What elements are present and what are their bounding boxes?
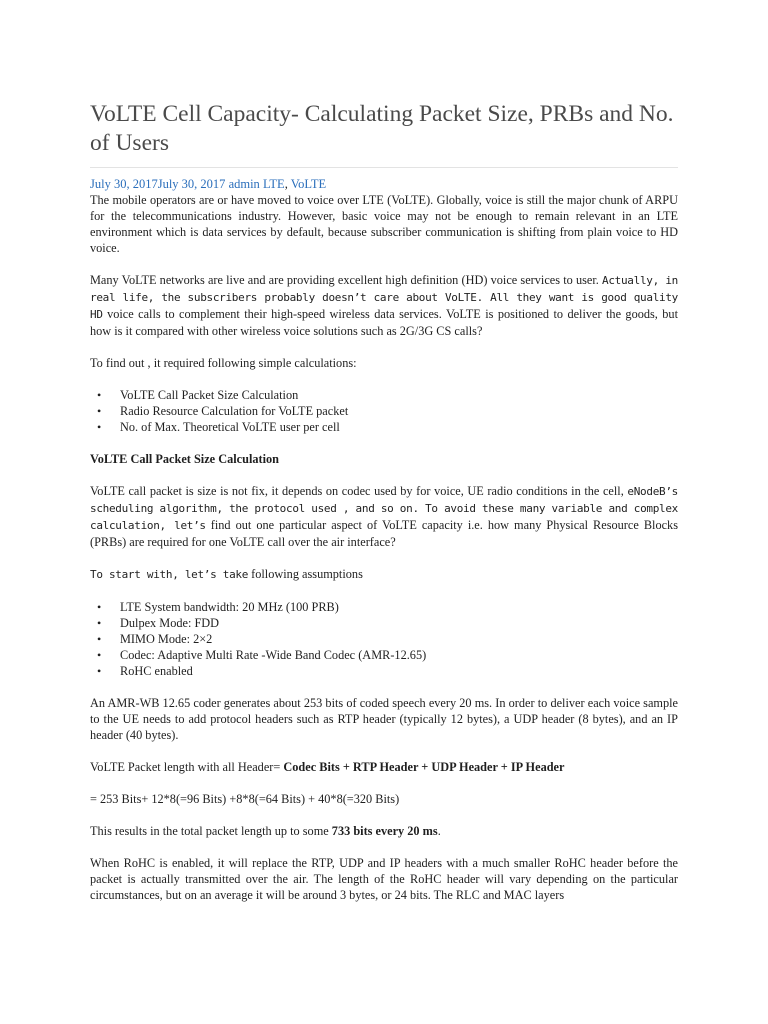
section-p1-text-a: VoLTE call packet is size is not fix, it depends on codec used by for voice, UE radio conditions in the cell, bbox=[90, 484, 624, 498]
intro-paragraph-2 bbox=[90, 272, 678, 339]
list-item: • MIMO Mode: 2×2 bbox=[120, 631, 678, 647]
post-date-link[interactable]: July 30, 2017July 30, 2017 bbox=[90, 177, 226, 191]
calculations-list bbox=[90, 387, 678, 435]
list-item: • VoLTE Call Packet Size Calculation bbox=[120, 387, 678, 403]
result-highlight: 733 bits every 20 ms bbox=[328, 824, 438, 838]
section-p1-text-c: calculation, let’s bbox=[90, 519, 206, 532]
rohc-paragraph: When RoHC is enabled, it will replace the RTP, UDP and IP headers with a much smaller RoHC header before the packet is actually transmitted over the air. The length of the RoHC header will vary depending on the particular circumstances, but on an average it will be around 3 bytes, or 24 bits. The RLC and MAC layers bbox=[90, 856, 678, 902]
result-text-c: . bbox=[437, 824, 441, 838]
list-item: • Dulpex Mode: FDD bbox=[120, 615, 678, 631]
amr-paragraph: An AMR-WB 12.65 coder generates about 253 bits of coded speech every 20 ms. In order to deliver each voice sample to the UE needs to add protocol headers such as RTP header (typically 12 bytes), a UDP header (8 bytes), and an IP header (40 bytes). bbox=[90, 696, 678, 742]
section-paragraph-1 bbox=[90, 483, 678, 550]
assumptions-text-a: To start with, let’s take bbox=[90, 568, 249, 581]
list-item: • Radio Resource Calculation for VoLTE packet bbox=[120, 403, 678, 419]
section-heading: VoLTE Call Packet Size Calculation bbox=[90, 452, 280, 466]
category-link-volte[interactable]: VoLTE bbox=[290, 177, 327, 191]
title-divider bbox=[90, 167, 678, 168]
category-separator: , bbox=[284, 177, 288, 191]
calculation-line: = 253 Bits+ 12*8(=96 Bits) +8*8(=64 Bits) + 40*8(=320 Bits) bbox=[90, 792, 400, 806]
intro-p2-text-a: Many VoLTE networks are live and are providing excellent high definition (HD) voice services to user. bbox=[90, 273, 599, 287]
result-paragraph bbox=[90, 823, 678, 839]
packet-length-label: VoLTE Packet length with all Header= bbox=[90, 760, 281, 774]
assumptions-list bbox=[90, 599, 678, 679]
list-item: • RoHC enabled bbox=[120, 663, 678, 679]
packet-length-paragraph bbox=[90, 759, 678, 775]
assumptions-text-b: following assumptions bbox=[248, 567, 363, 581]
category-link-lte[interactable]: LTE bbox=[262, 177, 285, 191]
intro-paragraph-1: The mobile operators are or have moved to voice over LTE (VoLTE). Globally, voice is still the major chunk of ARPU for the telecommunications industry. However, basic voice may not be enough to remain relevant in an LTE environment which is data services by default, because subscriber communication is shifting from plain voice to HD voice. bbox=[90, 193, 678, 255]
list-item: • Codec: Adaptive Multi Rate -Wide Band Codec (AMR-12.65) bbox=[120, 647, 678, 663]
list-item: • LTE System bandwidth: 20 MHz (100 PRB) bbox=[120, 599, 678, 615]
list-item: • No. of Max. Theoretical VoLTE user per cell bbox=[120, 419, 678, 435]
assumptions-intro bbox=[90, 566, 678, 583]
intro-p2-text-c: voice calls to complement their high-speed wireless data services. VoLTE is positioned to deliver the goods, but how is it compared with other wireless voice solutions such as 2G/3G CS calls? bbox=[90, 307, 679, 338]
section-p1-text-d: find out one particular aspect of VoLTE capacity i.e. how many Physical Resource Blocks (PRBs) are required for one VoLTE call over the air interface? bbox=[90, 518, 678, 549]
post-author-link[interactable]: admin bbox=[228, 177, 260, 191]
post-meta bbox=[90, 177, 678, 192]
intro-p2-text-b: Actually, in real life, the subscribers probably doesn’t care about VoLTE. All they want is good quality HD bbox=[90, 274, 678, 321]
packet-length-formula: Codec Bits + RTP Header + UDP Header + IP Header bbox=[280, 760, 565, 774]
result-text-a: This results in the total packet length up to some bbox=[90, 824, 329, 838]
find-out-paragraph: To find out , it required following simple calculations: bbox=[90, 356, 357, 370]
article-body bbox=[90, 100, 678, 903]
article-title: VoLTE Cell Capacity- Calculating Packet Size, PRBs and No. of Users bbox=[90, 101, 674, 156]
section-p1-text-b: eNodeB’s scheduling algorithm, the protocol used , and so on. To avoid these many variable and complex bbox=[90, 485, 678, 515]
